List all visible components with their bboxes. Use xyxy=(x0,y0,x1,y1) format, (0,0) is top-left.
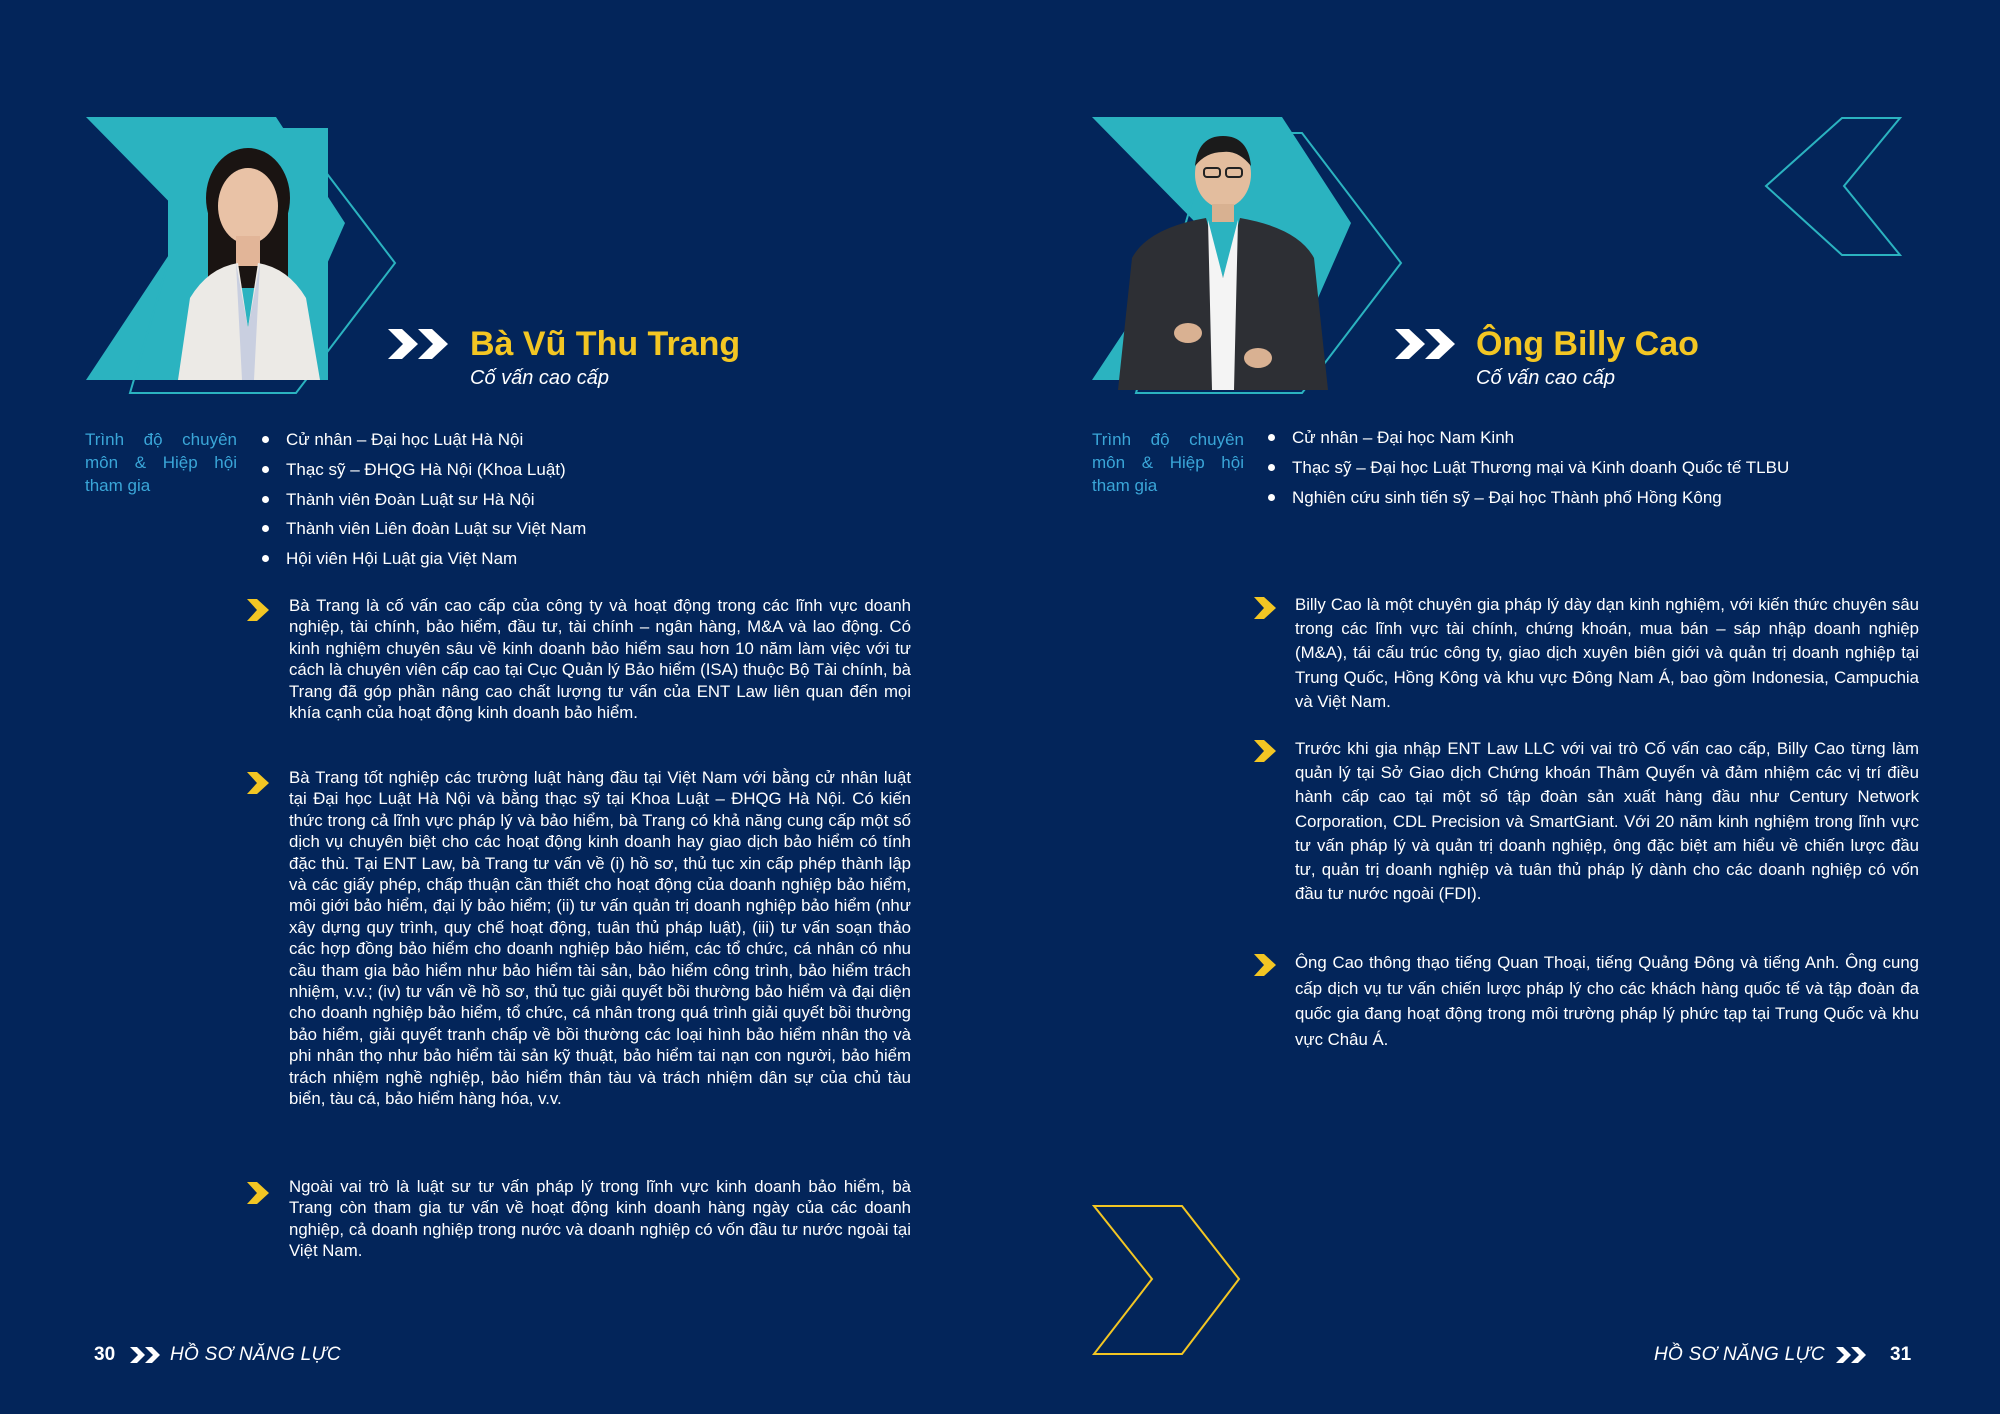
bio-paragraph-1: Billy Cao là một chuyên gia pháp lý dày dạn kinh nghiệm, với kiến thức chuyên sâu trong các lĩnh vực tài chính, chứng khoán, mua bán – sáp nhập doanh nghiệp (M&A), tái cấu trúc công ty, giao dịch xuyên biên giới và quản trị doanh nghiệp tại Trung Quốc, Hồng Kông và khu vực Đông Nam Á, bao gồm Indonesia, Campuchia và Việt Nam. xyxy=(1295,595,1919,711)
bio-paragraph-2: Bà Trang tốt nghiệp các trường luật hàng đầu tại Việt Nam với bằng cử nhân luật tại Đại học Luật Hà Nội và bằng thạc sỹ tại Khoa Luật – ĐHQG Hà Nội. Có kiến thức trong cả lĩnh vực pháp lý và bảo hiểm, bà Trang có khả năng cung cấp một số dịch vụ chuyên biệt cho các hoạt động kinh doanh hay giao dịch bảo hiểm có tính đặc thù. Tại ENT Law, bà Trang tư vấn về (i) hồ sơ, thủ tục xin cấp phép thành lập và các giấy phép, chấp thuận cần thiết cho hoạt động của doanh nghiệp bảo hiểm, môi giới bảo hiểm, đại lý bảo hiểm; (ii) tư vấn quản trị doanh nghiệp bảo hiểm (như xây dựng quy trình, quy chế hoạt động, tuân thủ pháp luật), (iii) tư vấn soạn thảo các hợp đồng bảo hiểm cho doanh nghiệp bảo hiểm, các tổ chức, cá nhân có nhu cầu tham gia bảo hiểm như bảo hiểm tài sản, bảo hiểm công trình, bảo hiểm trách nhiệm, v.v.; (iv) tư vấn về hồ sơ, thủ tục giải quyết bồi thường bảo hiểm và đại diện cho doanh nghiệp bảo hiểm, tổ chức, cá nhân trong quá trình giải quyết bồi thường bảo hiểm, giải quyết tranh chấp về bồi thường các loại hình bảo hiểm nhân thọ và phi nhân thọ như bảo hiểm tài sản kỹ thuật, bảo hiểm tai nạn con người, bảo hiểm trách nhiệm nghề nghiệp, bảo hiểm thân tàu và trách nhiệm dân sự của chủ tàu biển, tàu cá, bảo hiểm hàng hóa, v.v. xyxy=(289,768,911,1109)
qualification-item: Nghiên cứu sinh tiến sỹ – Đại học Thành phố Hồng Kông xyxy=(1262,487,1902,509)
qualification-item: Cử nhân – Đại học Luật Hà Nội xyxy=(256,429,656,451)
bio-paragraph-1: Bà Trang là cố vấn cao cấp của công ty và hoạt động trong các lĩnh vực doanh nghiệp, tài chính, bảo hiểm, đầu tư, tài chính – ngân hàng, M&A và lao động. Có kinh nghiệm chuyên sâu về kinh doanh bảo hiểm sau hơn 10 năm làm việc với tư cách là chuyên viên cấp cao tại Cục Quản lý Bảo hiểm (ISA) thuộc Bộ Tài chính, bà Trang đã góp phần nâng cao chất lượng tư vấn của ENT Law liên quan đến mọi khía cạnh của hoạt động kinh doanh bảo hiểm. xyxy=(289,596,911,723)
chevron-outline-decoration xyxy=(1092,1204,1242,1356)
qualifications-list xyxy=(256,429,656,578)
yellow-chevron-bullet-icon xyxy=(1252,738,1278,764)
person-name-row xyxy=(1395,327,1699,361)
qualifications-label: Trình độ chuyên môn & Hiệp hội tham gia xyxy=(1092,430,1244,495)
person-name: Bà Vũ Thu Trang xyxy=(470,325,741,363)
double-chevron-icon xyxy=(130,1346,162,1364)
qualifications-list xyxy=(1262,427,1902,516)
qualification-item: Hội viên Hội Luật gia Việt Nam xyxy=(256,548,656,570)
person-role: Cố vấn cao cấp xyxy=(470,367,609,389)
person-name: Ông Billy Cao xyxy=(1476,325,1699,363)
yellow-chevron-bullet-icon xyxy=(245,770,271,796)
yellow-chevron-bullet-icon xyxy=(245,1180,271,1206)
yellow-chevron-bullet-icon xyxy=(1252,952,1278,978)
qualification-item: Thành viên Đoàn Luật sư Hà Nội xyxy=(256,489,656,511)
double-chevron-icon xyxy=(1395,327,1459,361)
right-page xyxy=(1000,0,2000,1414)
bio-paragraph-3: Ngoài vai trò là luật sư tư vấn pháp lý trong lĩnh vực kinh doanh bảo hiểm, bà Trang còn tham gia tư vấn về hoạt động kinh doanh hàng ngày của các doanh nghiệp, cả doanh nghiệp trong nước và doanh nghiệp có vốn đầu tư nước ngoài tại Việt Nam. xyxy=(289,1177,911,1261)
bio-paragraph-3: Ông Cao thông thạo tiếng Quan Thoại, tiếng Quảng Đông và tiếng Anh. Ông cung cấp dịch vụ tư vấn chiến lược pháp lý cho các khách hàng quốc tế và tập đoàn đa quốc gia đang hoạt động trong môi trường pháp lý phức tạp tại Trung Quốc và khu vực Châu Á. xyxy=(1295,953,1919,1049)
qualification-item: Thạc sỹ – ĐHQG Hà Nội (Khoa Luật) xyxy=(256,459,656,481)
yellow-chevron-bullet-icon xyxy=(245,597,271,623)
double-chevron-icon xyxy=(388,327,452,361)
qualification-item: Thạc sỹ – Đại học Luật Thương mại và Kinh doanh Quốc tế TLBU xyxy=(1262,457,1902,479)
footer-title: HỒ SƠ NĂNG LỰC xyxy=(170,1344,341,1365)
qualification-item: Cử nhân – Đại học Nam Kinh xyxy=(1262,427,1902,449)
person-name-row xyxy=(388,327,740,361)
page-number: 31 xyxy=(1890,1344,1912,1365)
person-role: Cố vấn cao cấp xyxy=(1476,367,1615,389)
footer-title: HỒ SƠ NĂNG LỰC xyxy=(1654,1344,1825,1365)
chevron-outline-decoration xyxy=(1762,114,1907,259)
qualifications-label: Trình độ chuyên môn & Hiệp hội tham gia xyxy=(85,430,237,495)
page-number: 30 xyxy=(94,1344,116,1365)
bio-paragraph-2: Trước khi gia nhập ENT Law LLC với vai trò Cố vấn cao cấp, Billy Cao từng làm quản lý tại Sở Giao dịch Chứng khoán Thâm Quyến và đảm nhiệm các vị trí điều hành cấp cao tại một số tập đoàn sản xuất hàng đầu như Century Network Corporation, CDL Precision và SmartGiant. Với 20 năm kinh nghiệm trong lĩnh vực tư vấn pháp lý và quản trị doanh nghiệp, ông đặc biệt am hiểu về chiến lược đầu tư, quản trị doanh nghiệp và tuân thủ pháp lý dành cho các doanh nghiệp có vốn đầu tư nước ngoài (FDI). xyxy=(1295,739,1919,904)
double-chevron-icon xyxy=(1836,1346,1868,1364)
yellow-chevron-bullet-icon xyxy=(1252,595,1278,621)
qualification-item: Thành viên Liên đoàn Luật sư Việt Nam xyxy=(256,518,656,540)
portrait-photo xyxy=(1108,128,1338,390)
portrait-photo xyxy=(168,128,328,380)
